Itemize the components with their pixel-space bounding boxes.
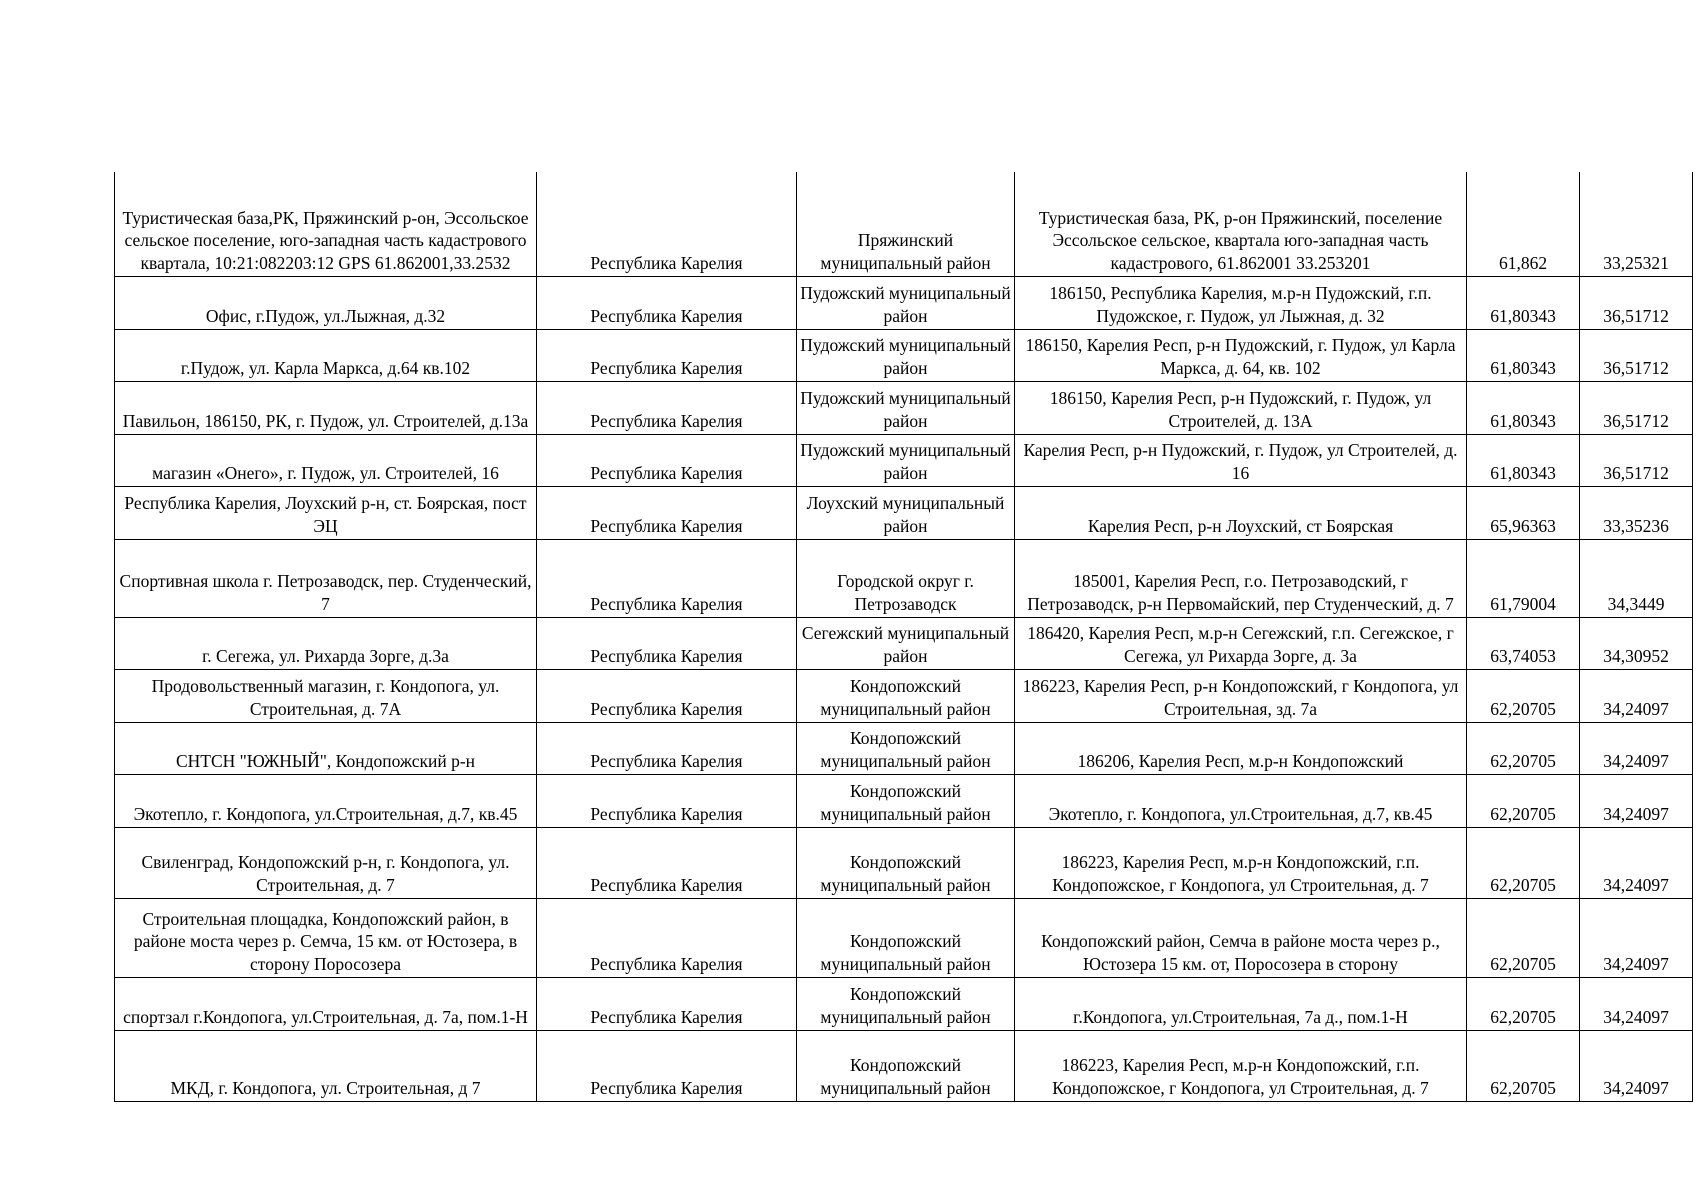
latitude-cell: 63,74053 bbox=[1467, 617, 1580, 669]
region-cell: Республика Карелия bbox=[537, 172, 797, 276]
district-cell: Кондопожский муниципальный район bbox=[797, 1030, 1015, 1101]
address-cell: 185001, Карелия Респ, г.о. Петрозаводский, г Петрозаводск, р-н Первомайский, пер Студенческий, д. 7 bbox=[1015, 539, 1467, 617]
district-cell: Сегежский муниципальный район bbox=[797, 617, 1015, 669]
region-cell: Республика Карелия bbox=[537, 617, 797, 669]
table-row bbox=[115, 434, 1693, 486]
address-cell: 186150, Карелия Респ, р-н Пудожский, г. Пудож, ул Карла Маркса, д. 64, кв. 102 bbox=[1015, 329, 1467, 381]
object-name-cell: Республика Карелия, Лоухский р-н, ст. Боярская, пост ЭЦ bbox=[115, 486, 537, 539]
longitude-cell: 34,24097 bbox=[1580, 774, 1693, 827]
object-name-cell: СНТСН "ЮЖНЫЙ", Кондопожский р-н bbox=[115, 722, 537, 774]
object-name-cell: магазин «Онего», г. Пудож, ул. Строителей, 16 bbox=[115, 434, 537, 486]
region-cell: Республика Карелия bbox=[537, 329, 797, 381]
district-cell: Кондопожский муниципальный район bbox=[797, 669, 1015, 722]
district-cell: Кондопожский муниципальный район bbox=[797, 977, 1015, 1030]
longitude-cell: 33,35236 bbox=[1580, 486, 1693, 539]
region-cell: Республика Карелия bbox=[537, 539, 797, 617]
latitude-cell: 61,80343 bbox=[1467, 276, 1580, 329]
address-cell: 186150, Карелия Респ, р-н Пудожский, г. Пудож, ул Строителей, д. 13А bbox=[1015, 381, 1467, 434]
region-cell: Республика Карелия bbox=[537, 669, 797, 722]
latitude-cell: 62,20705 bbox=[1467, 898, 1580, 977]
object-name-cell: Спортивная школа г. Петрозаводск, пер. Студенческий, 7 bbox=[115, 539, 537, 617]
region-cell: Республика Карелия bbox=[537, 898, 797, 977]
region-cell: Республика Карелия bbox=[537, 434, 797, 486]
longitude-cell: 34,24097 bbox=[1580, 827, 1693, 898]
region-cell: Республика Карелия bbox=[537, 381, 797, 434]
district-cell: Пряжинский муниципальный район bbox=[797, 172, 1015, 276]
latitude-cell: 62,20705 bbox=[1467, 722, 1580, 774]
region-cell: Республика Карелия bbox=[537, 722, 797, 774]
address-cell: Карелия Респ, р-н Лоухский, ст Боярская bbox=[1015, 486, 1467, 539]
address-cell: 186223, Карелия Респ, р-н Кондопожский, г Кондопога, ул Строительная, зд. 7а bbox=[1015, 669, 1467, 722]
locations-table-body bbox=[115, 172, 1693, 1101]
table-row bbox=[115, 381, 1693, 434]
table-row bbox=[115, 774, 1693, 827]
district-cell: Лоухский муниципальный район bbox=[797, 486, 1015, 539]
latitude-cell: 62,20705 bbox=[1467, 669, 1580, 722]
region-cell: Республика Карелия bbox=[537, 276, 797, 329]
table-row bbox=[115, 172, 1693, 276]
district-cell: Пудожский муниципальный район bbox=[797, 434, 1015, 486]
address-cell: 186206, Карелия Респ, м.р-н Кондопожский bbox=[1015, 722, 1467, 774]
object-name-cell: МКД, г. Кондопога, ул. Строительная, д 7 bbox=[115, 1030, 537, 1101]
longitude-cell: 34,24097 bbox=[1580, 977, 1693, 1030]
latitude-cell: 62,20705 bbox=[1467, 977, 1580, 1030]
latitude-cell: 65,96363 bbox=[1467, 486, 1580, 539]
district-cell: Кондопожский муниципальный район bbox=[797, 722, 1015, 774]
object-name-cell: спортзал г.Кондопога, ул.Строительная, д. 7а, пом.1-Н bbox=[115, 977, 537, 1030]
object-name-cell: Строительная площадка, Кондопожский район, в районе моста через р. Семча, 15 км. от Юстозера, в сторону Поросозера bbox=[115, 898, 537, 977]
address-cell: Туристическая база, РК, р-он Пряжинский, поселение Эссольское сельское, квартала юго-западная часть кадастрового, 61.862001 33.253201 bbox=[1015, 172, 1467, 276]
address-cell: Экотепло, г. Кондопога, ул.Строительная, д.7, кв.45 bbox=[1015, 774, 1467, 827]
object-name-cell: Экотепло, г. Кондопога, ул.Строительная, д.7, кв.45 bbox=[115, 774, 537, 827]
table-row bbox=[115, 827, 1693, 898]
longitude-cell: 34,24097 bbox=[1580, 669, 1693, 722]
address-cell: 186420, Карелия Респ, м.р-н Сегежский, г.п. Сегежское, г Сегежа, ул Рихарда Зорге, д. 3а bbox=[1015, 617, 1467, 669]
latitude-cell: 61,80343 bbox=[1467, 329, 1580, 381]
region-cell: Республика Карелия bbox=[537, 774, 797, 827]
latitude-cell: 62,20705 bbox=[1467, 774, 1580, 827]
address-cell: Карелия Респ, р-н Пудожский, г. Пудож, ул Строителей, д. 16 bbox=[1015, 434, 1467, 486]
region-cell: Республика Карелия bbox=[537, 486, 797, 539]
longitude-cell: 34,30952 bbox=[1580, 617, 1693, 669]
object-name-cell: Офис, г.Пудож, ул.Лыжная, д.32 bbox=[115, 276, 537, 329]
table-row bbox=[115, 722, 1693, 774]
district-cell: Пудожский муниципальный район bbox=[797, 329, 1015, 381]
latitude-cell: 61,79004 bbox=[1467, 539, 1580, 617]
region-cell: Республика Карелия bbox=[537, 1030, 797, 1101]
longitude-cell: 36,51712 bbox=[1580, 434, 1693, 486]
address-cell: 186223, Карелия Респ, м.р-н Кондопожский, г.п. Кондопожское, г Кондопога, ул Строительная, д. 7 bbox=[1015, 1030, 1467, 1101]
address-cell: 186223, Карелия Респ, м.р-н Кондопожский, г.п. Кондопожское, г Кондопога, ул Строительная, д. 7 bbox=[1015, 827, 1467, 898]
latitude-cell: 61,80343 bbox=[1467, 434, 1580, 486]
table-row bbox=[115, 617, 1693, 669]
object-name-cell: г. Сегежа, ул. Рихарда Зорге, д.3а bbox=[115, 617, 537, 669]
district-cell: Пудожский муниципальный район bbox=[797, 381, 1015, 434]
longitude-cell: 36,51712 bbox=[1580, 329, 1693, 381]
district-cell: Кондопожский муниципальный район bbox=[797, 898, 1015, 977]
latitude-cell: 61,80343 bbox=[1467, 381, 1580, 434]
object-name-cell: Продовольственный магазин, г. Кондопога, ул. Строительная, д. 7А bbox=[115, 669, 537, 722]
longitude-cell: 33,25321 bbox=[1580, 172, 1693, 276]
table-row bbox=[115, 539, 1693, 617]
object-name-cell: Свиленград, Кондопожский р-н, г. Кондопога, ул. Строительная, д. 7 bbox=[115, 827, 537, 898]
longitude-cell: 34,3449 bbox=[1580, 539, 1693, 617]
region-cell: Республика Карелия bbox=[537, 827, 797, 898]
longitude-cell: 34,24097 bbox=[1580, 722, 1693, 774]
longitude-cell: 34,24097 bbox=[1580, 898, 1693, 977]
table-row bbox=[115, 276, 1693, 329]
region-cell: Республика Карелия bbox=[537, 977, 797, 1030]
longitude-cell: 34,24097 bbox=[1580, 1030, 1693, 1101]
latitude-cell: 61,862 bbox=[1467, 172, 1580, 276]
address-cell: Кондопожский район, Семча в районе моста через р., Юстозера 15 км. от, Поросозера в сторону bbox=[1015, 898, 1467, 977]
address-cell: г.Кондопога, ул.Строительная, 7а д., пом.1-Н bbox=[1015, 977, 1467, 1030]
latitude-cell: 62,20705 bbox=[1467, 1030, 1580, 1101]
table-row bbox=[115, 977, 1693, 1030]
object-name-cell: Туристическая база,РК, Пряжинский р-он, Эссольское сельское поселение, юго-западная часть кадастрового квартала, 10:21:082203:12 GPS 61.862001,33.2532 bbox=[115, 172, 537, 276]
object-name-cell: Павильон, 186150, РК, г. Пудож, ул. Строителей, д.13а bbox=[115, 381, 537, 434]
district-cell: Пудожский муниципальный район bbox=[797, 276, 1015, 329]
district-cell: Кондопожский муниципальный район bbox=[797, 774, 1015, 827]
table-row bbox=[115, 1030, 1693, 1101]
longitude-cell: 36,51712 bbox=[1580, 276, 1693, 329]
address-cell: 186150, Республика Карелия, м.р-н Пудожский, г.п. Пудожское, г. Пудож, ул Лыжная, д. 32 bbox=[1015, 276, 1467, 329]
object-name-cell: г.Пудож, ул. Карла Маркса, д.64 кв.102 bbox=[115, 329, 537, 381]
longitude-cell: 36,51712 bbox=[1580, 381, 1693, 434]
table-row bbox=[115, 329, 1693, 381]
locations-table bbox=[114, 172, 1693, 1102]
table-row bbox=[115, 898, 1693, 977]
district-cell: Кондопожский муниципальный район bbox=[797, 827, 1015, 898]
latitude-cell: 62,20705 bbox=[1467, 827, 1580, 898]
district-cell: Городской округ г. Петрозаводск bbox=[797, 539, 1015, 617]
table-row bbox=[115, 486, 1693, 539]
table-row bbox=[115, 669, 1693, 722]
